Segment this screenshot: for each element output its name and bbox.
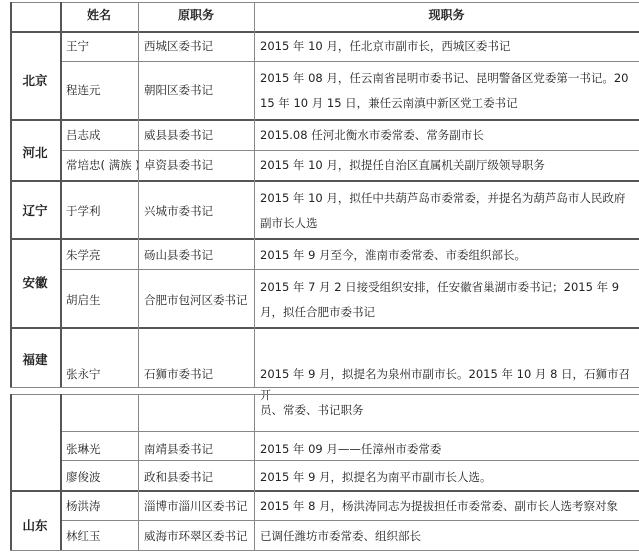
grid-line <box>10 2 639 3</box>
grid-line <box>60 61 639 62</box>
row-new-post: 2015 年 08 月，任云南省昆明市委书记、昆明警备区党委第一书记。2015 年 10 月 15 日，兼任云南滇中新区党工委书记 <box>260 71 629 110</box>
grid-line <box>10 119 639 121</box>
row-name: 王宁 <box>66 39 89 53</box>
row-old-post: 卓资县委书记 <box>144 158 213 172</box>
grid-line <box>60 269 639 270</box>
row-name: 胡启生 <box>66 293 101 307</box>
header-old-post: 原职务 <box>138 0 254 30</box>
province-shandong: 山东 <box>22 518 48 533</box>
row-new-post: 2015 年 10 月，拟任中共葫芦岛市委常委，并提名为葫芦岛市人民政府副市长人选 <box>260 191 626 230</box>
row-old-post: 西城区委书记 <box>144 39 213 53</box>
grid-line <box>60 394 62 550</box>
province-anhui: 安徽 <box>22 275 48 290</box>
grid-line <box>10 180 639 182</box>
row-new-post: 2015 年 9 月，拟提名为泉州市副市长。2015 年 10 月 8 日，石狮市召开 <box>260 367 631 402</box>
row-name: 林红玉 <box>66 529 101 543</box>
row-name: 张永宁 <box>66 367 101 381</box>
row-old-post: 朝阳区委书记 <box>144 83 213 97</box>
row-new-post: 2015 年 10 月，任北京市副市长，西城区委书记 <box>260 39 511 53</box>
row-old-post: 政和县委书记 <box>144 470 213 484</box>
province-hebei: 河北 <box>22 145 48 160</box>
grid-line <box>60 431 639 432</box>
row-new-post: 员、常委、书记职务 <box>260 403 364 417</box>
row-name: 朱学亮 <box>66 248 101 262</box>
grid-line <box>10 394 639 395</box>
row-old-post: 威县县委书记 <box>144 128 213 142</box>
row-name: 程连元 <box>66 83 101 97</box>
row-new-post: 2015.08 任河北衡水市委常委、常务副市长 <box>260 128 484 142</box>
row-new-post: 2015 年 8 月，杨洪涛同志为提拔担任市委常委、副市长人选考察对象 <box>260 499 619 513</box>
grid-line <box>254 2 255 387</box>
row-old-post: 兴城市委书记 <box>144 204 213 218</box>
row-new-post: 已调任潍坊市委常委、组织部长 <box>260 529 421 543</box>
row-new-post: 2015 年 9 月至今，淮南市委常委、市委组织部长。 <box>260 248 527 262</box>
row-new-post: 2015 年 09 月——任漳州市委常委 <box>260 442 442 456</box>
grid-line <box>10 31 639 33</box>
grid-line <box>60 2 62 387</box>
row-old-post: 威海市环翠区委书记 <box>144 529 248 543</box>
row-name: 杨洪涛 <box>66 499 101 513</box>
grid-line <box>138 2 139 387</box>
province-fujian: 福建 <box>22 352 48 367</box>
row-name: 张琳光 <box>66 442 101 456</box>
row-old-post: 砀山县委书记 <box>144 248 213 262</box>
row-old-post: 淄博市淄川区委书记 <box>144 499 248 513</box>
row-name: 廖俊波 <box>66 470 101 484</box>
row-name: 常培忠( 满族 ) <box>66 158 140 172</box>
header-name: 姓名 <box>60 0 138 30</box>
grid-line <box>138 394 139 550</box>
row-new-post: 2015 年 9 月，拟提名为南平市副市长人选。 <box>260 470 492 484</box>
grid-line <box>60 460 639 461</box>
province-liaoning: 辽宁 <box>22 203 48 218</box>
row-new-post: 2015 年 7 月 2 日接受组织安排，任安徽省巢湖市委书记；2015 年 9 月，拟任合肥市委书记 <box>260 280 620 319</box>
grid-line <box>10 327 639 329</box>
grid-line <box>10 2 12 387</box>
row-old-post: 石狮市委书记 <box>144 367 213 381</box>
row-old-post: 合肥市包河区委书记 <box>144 293 248 307</box>
header-new-post: 现职务 <box>254 0 639 30</box>
row-old-post: 南靖县委书记 <box>144 442 213 456</box>
grid-line <box>60 150 639 151</box>
row-name: 吕志成 <box>66 128 101 142</box>
grid-line <box>10 238 639 240</box>
grid-line <box>254 394 255 550</box>
grid-line <box>10 490 639 492</box>
row-new-post: 2015 年 10 月，拟提任自治区直属机关副厅级领导职务 <box>260 158 545 172</box>
province-beijing: 北京 <box>22 73 48 88</box>
grid-line <box>10 394 12 550</box>
row-name: 于学利 <box>66 204 101 218</box>
grid-line <box>60 520 639 521</box>
grid-line <box>10 550 639 551</box>
grid-line <box>10 387 639 388</box>
